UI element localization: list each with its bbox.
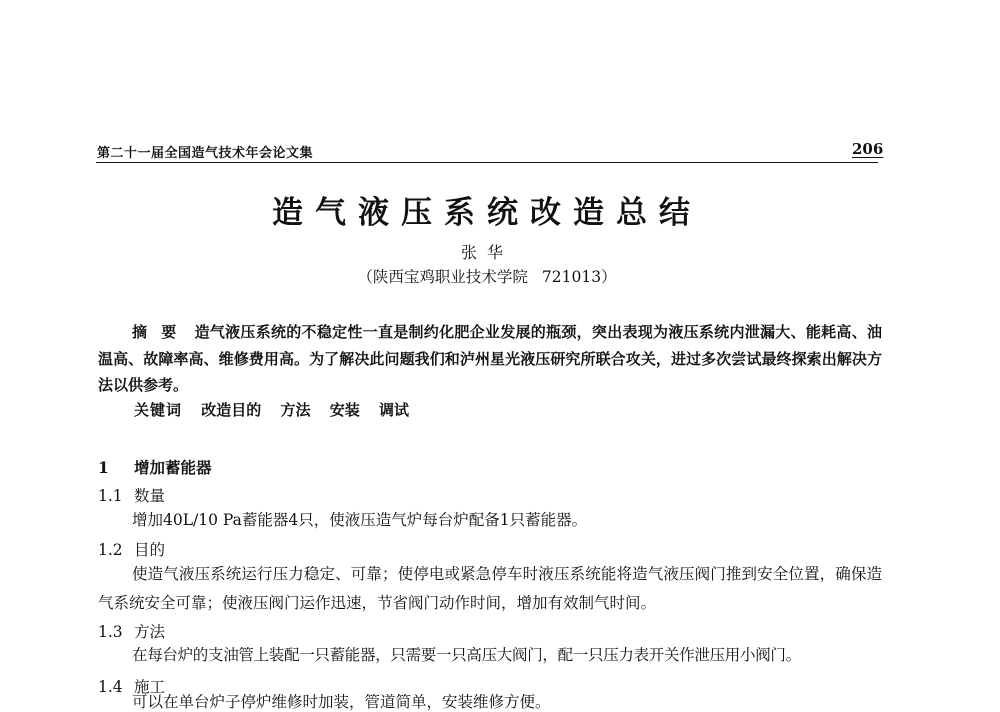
affiliation-close-paren: ） — [601, 268, 617, 286]
keyword-item: 调试 — [379, 401, 410, 419]
subsection-paragraph-cut: 可以在单台炉子停炉维修时加装，管道简单，安装维修方便。 — [132, 693, 551, 711]
keywords-label: 关键词 — [134, 401, 183, 419]
abstract-label: 摘要 — [132, 323, 191, 341]
header-rule — [96, 162, 878, 163]
subsection-title: 方法 — [134, 623, 166, 641]
subsection-paragraph: 在每台炉的支油管上装配一只蓄能器，只需要一只高压大阀门，配一只压力表开关作泄压用小阀门。 — [132, 646, 801, 664]
subsection-heading — [98, 538, 165, 560]
affiliation-postcode: 721013 — [541, 268, 602, 286]
abstract — [98, 319, 882, 399]
section-heading — [98, 456, 212, 478]
section-number: 1 — [98, 458, 109, 477]
subsection-number: 1.3 — [98, 623, 123, 641]
subsection-number: 1.2 — [98, 541, 123, 559]
keyword-item: 改造目的 — [201, 401, 262, 419]
subsection-heading — [98, 620, 165, 642]
keyword-item: 方法 — [280, 401, 311, 419]
subsection-title: 施工 — [134, 678, 166, 696]
subsection-number: 1.1 — [98, 487, 123, 505]
author-affiliation — [0, 265, 974, 287]
subsection-heading — [98, 484, 165, 506]
subsection-paragraph: 使造气液压系统运行压力稳定、可靠；使停电或紧急停车时液压系统能将造气液压阀门推到安全位置，确保造气系统安全可靠；使液压阀门运作迅速，节省阀门动作时间，增加有效制气时间。 — [98, 565, 882, 612]
subsection-number: 1.4 — [98, 678, 123, 696]
affiliation-open-paren: （ — [357, 268, 373, 286]
section-title: 增加蓄能器 — [134, 458, 212, 477]
keywords — [134, 399, 409, 420]
author-name: 张华 — [460, 243, 513, 262]
subsection-title: 目的 — [134, 541, 166, 559]
running-head: 第二十一届全国造气技术年会论文集 — [97, 146, 314, 161]
abstract-text: 造气液压系统的不稳定性一直是制约化肥企业发展的瓶颈，突出表现为液压系统内泄漏大、能耗高、油温高、故障率高、维修费用高。为了解决此问题我们和泸州星光液压研究所联合攻关，进过多次尝试最终探索出解决方法以供参考。 — [98, 323, 882, 394]
subsection-paragraph: 增加40L/10 Pa蓄能器4只，使液压造气炉每台炉配备1只蓄能器。 — [132, 511, 588, 529]
keyword-item: 安装 — [329, 401, 360, 419]
page-number: 206 — [852, 140, 884, 158]
affiliation-institution: 陕西宝鸡职业技术学院 — [372, 268, 528, 286]
paper-title: 造气液压系统改造总结 — [272, 195, 702, 231]
subsection-title: 数量 — [134, 487, 166, 505]
